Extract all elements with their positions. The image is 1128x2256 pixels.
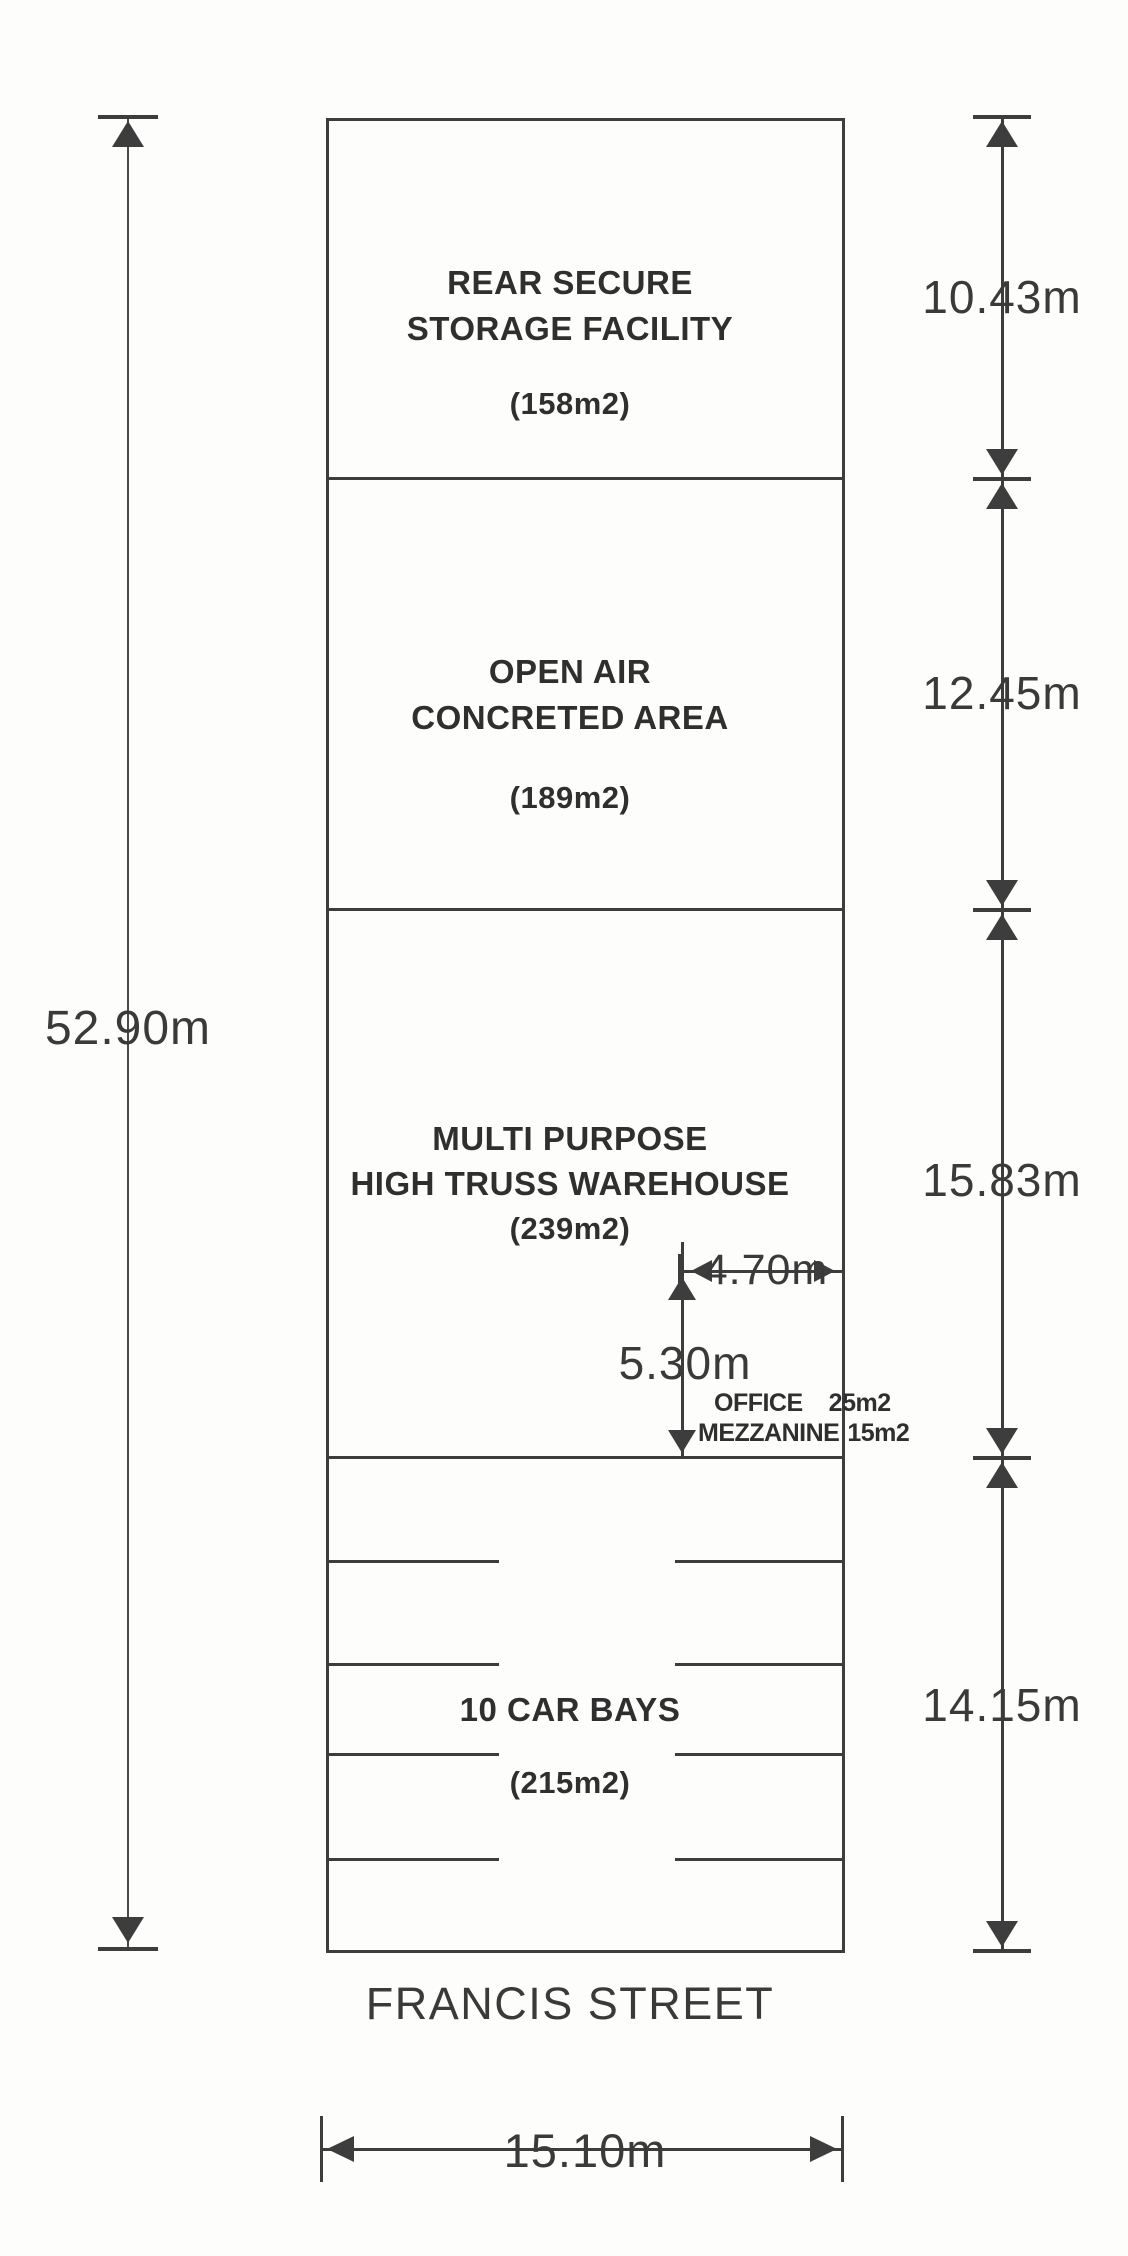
label-warehouse	[310, 1116, 830, 1251]
arrow-down-icon	[986, 1921, 1018, 1947]
arrow-down-icon	[986, 880, 1018, 906]
car-bay-divider-4-right	[675, 1858, 845, 1861]
office-note	[714, 1391, 891, 1416]
dim-text-section-1: 10.43m	[922, 271, 1082, 323]
dim-tick-boundary-1	[973, 477, 1031, 481]
dim-tick-sections-top	[973, 115, 1031, 119]
label-warehouse-line1: MULTI PURPOSE	[432, 1120, 708, 1157]
arrow-left-icon	[327, 2136, 354, 2162]
label-rear-secure-storage	[310, 260, 830, 352]
car-bay-divider-4-left	[328, 1858, 499, 1861]
car-bay-divider-2-right	[675, 1663, 845, 1666]
label-rear-secure-line1: REAR SECURE	[447, 264, 693, 301]
arrow-up-icon	[668, 1277, 696, 1300]
dim-tick-boundary-2	[973, 908, 1031, 912]
arrow-down-icon	[668, 1430, 696, 1453]
dim-text-total-depth: 52.90m	[44, 1002, 212, 1055]
car-bay-divider-2-left	[328, 1663, 499, 1666]
office-label: OFFICE	[714, 1389, 803, 1417]
label-open-air-area: (189m2)	[509, 780, 631, 815]
label-car-bays: 10 CAR BAYS	[459, 1691, 681, 1728]
dim-tick-frontage-right	[841, 2116, 844, 2182]
car-bay-divider-3-left	[328, 1753, 499, 1756]
dim-text-frontage: 15.10m	[503, 2124, 667, 2177]
arrow-right-icon	[810, 2136, 837, 2162]
arrow-up-icon	[112, 121, 144, 147]
dim-tick-total-bottom	[98, 1947, 158, 1951]
label-open-air	[310, 649, 830, 741]
arrow-up-icon	[986, 483, 1018, 509]
car-bay-divider-3-right	[675, 1753, 845, 1756]
label-warehouse-line2: HIGH TRUSS WAREHOUSE	[350, 1165, 790, 1202]
label-open-air-line2: CONCRETED AREA	[411, 699, 729, 736]
arrow-down-icon	[112, 1917, 144, 1943]
dim-tick-frontage-left	[320, 2116, 323, 2182]
street-name-label: FRANCIS STREET	[365, 1978, 775, 2029]
label-warehouse-area: (239m2)	[509, 1211, 631, 1246]
dim-text-section-2: 12.45m	[922, 667, 1082, 719]
dim-tick-total-top	[98, 115, 158, 119]
mezzanine-label: MEZZANINE	[698, 1419, 840, 1447]
label-rear-secure-area: (158m2)	[509, 386, 631, 421]
arrow-down-icon	[986, 1428, 1018, 1454]
dim-text-office-depth: 5.30m	[618, 1337, 752, 1389]
mezzanine-area: 15m2	[847, 1419, 910, 1447]
dim-tick-boundary-3	[973, 1456, 1031, 1460]
dim-line-sections	[1001, 118, 1004, 1951]
boundary-warehouse-carbays	[326, 1456, 845, 1459]
label-car-bays-area: (215m2)	[509, 1765, 631, 1800]
arrow-up-icon	[986, 914, 1018, 940]
mezzanine-note	[698, 1421, 909, 1446]
arrow-up-icon	[986, 1462, 1018, 1488]
label-open-air-line1: OPEN AIR	[488, 653, 652, 690]
arrow-up-icon	[986, 121, 1018, 147]
car-bay-divider-1-right	[675, 1560, 845, 1563]
dim-text-office-width: 4.70m	[703, 1246, 829, 1294]
dim-text-section-4: 14.15m	[922, 1679, 1082, 1731]
boundary-storage-openair	[326, 477, 845, 480]
arrow-down-icon	[986, 449, 1018, 475]
label-rear-secure-line2: STORAGE FACILITY	[406, 310, 734, 347]
office-area: 25m2	[828, 1389, 891, 1417]
dim-tick-sections-bottom	[973, 1949, 1031, 1953]
car-bay-divider-1-left	[328, 1560, 499, 1563]
boundary-openair-warehouse	[326, 908, 845, 911]
dim-text-section-3: 15.83m	[922, 1154, 1082, 1206]
